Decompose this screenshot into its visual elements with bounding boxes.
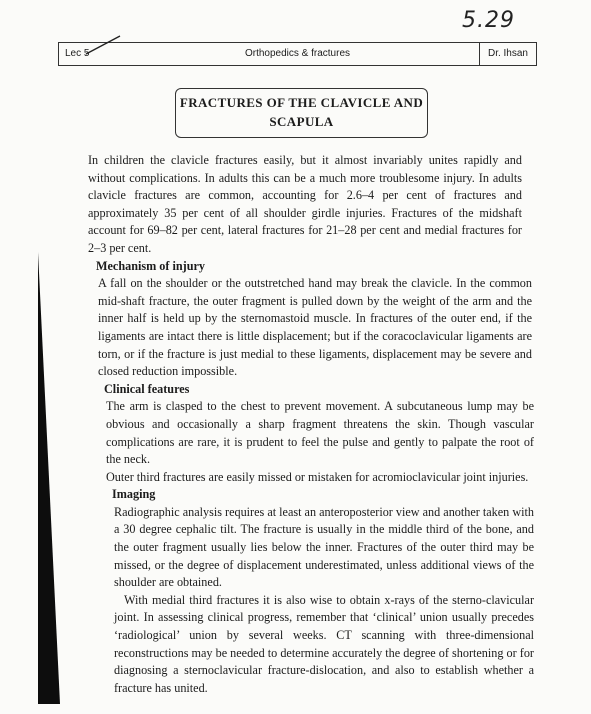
clinical-paragraph-1: The arm is clasped to the chest to prevent movement. A subcutaneous lump may be obvious and occasionally a sharp fragment threatens the skin. Though vascular complications are rare, it is prudent to feel the pulse and gently to palpate the root of the neck. [106, 399, 534, 467]
document-body [88, 152, 534, 697]
document-title: FRACTURES OF THE CLAVICLE AND SCAPULA [175, 88, 428, 138]
imaging-paragraph-2: With medial third fractures it is also wise to obtain x-rays of the sterno-clavicular joint. In assessing clinical progress, remember that ‘clinical’ union usually precedes ‘radiological’ union by several weeks. CT scanning with three-dimensional reconstructions may be needed to determine accurately the degree of shortening or for diagnosing a sternoclavicular fracture-dislocation, and also to establish whether a fracture has united. [114, 592, 534, 695]
heading-clinical: Clinical features [104, 381, 190, 396]
handwritten-page-note: 5.29 [462, 8, 515, 33]
lecture-number: Lec 5 [65, 48, 90, 59]
imaging-paragraph-1: Radiographic analysis requires at least an anteroposterior view and another taken with a 30 degree cephalic tilt. The fracture is usually in the middle third of the bone, and the outer fragment usually lies below the inner. Fractures of the outer third may be missed, or the degree of displacement underestimated, unless additional views of the shoulder are obtained. [114, 504, 534, 590]
instructor-name: Dr. Ihsan [479, 43, 528, 65]
mechanism-paragraph: A fall on the shoulder or the outstretched hand may break the clavicle. In the common mid-shaft fracture, the outer fragment is pulled down by the weight of the arm and the inner half is held up by the sternomastoid muscle. In fractures of the outer end, if the ligaments are intact there is little displacement; but if the coracoclavicular ligaments are torn, or if the fracture is just medial to these ligaments, displacement may be severe and closed reduction impossible. [98, 276, 532, 379]
intro-paragraph: In children the clavicle fractures easily, but it almost invariably unites rapidly and without complications. In adults this can be a much more troublesome injury. In adults clavicle fractures are common, accounting for 2.6–4 per cent of fractures and approximately 35 per cent of all shoulder girdle injuries. Fractures of the midshaft account for 69–82 per cent, lateral fractures for 21–28 per cent and medial fractures for 2–3 per cent. [88, 153, 522, 255]
clinical-paragraph-2: Outer third fractures are easily missed or mistaken for acromioclavicular joint injuries. [106, 469, 529, 484]
heading-imaging: Imaging [112, 487, 156, 502]
scan-margin-shadow [38, 252, 60, 704]
subject-title: Orthopedics & fractures [244, 48, 351, 59]
pen-mark [84, 34, 124, 56]
heading-mechanism: Mechanism of injury [96, 258, 206, 273]
page-header [58, 42, 537, 66]
